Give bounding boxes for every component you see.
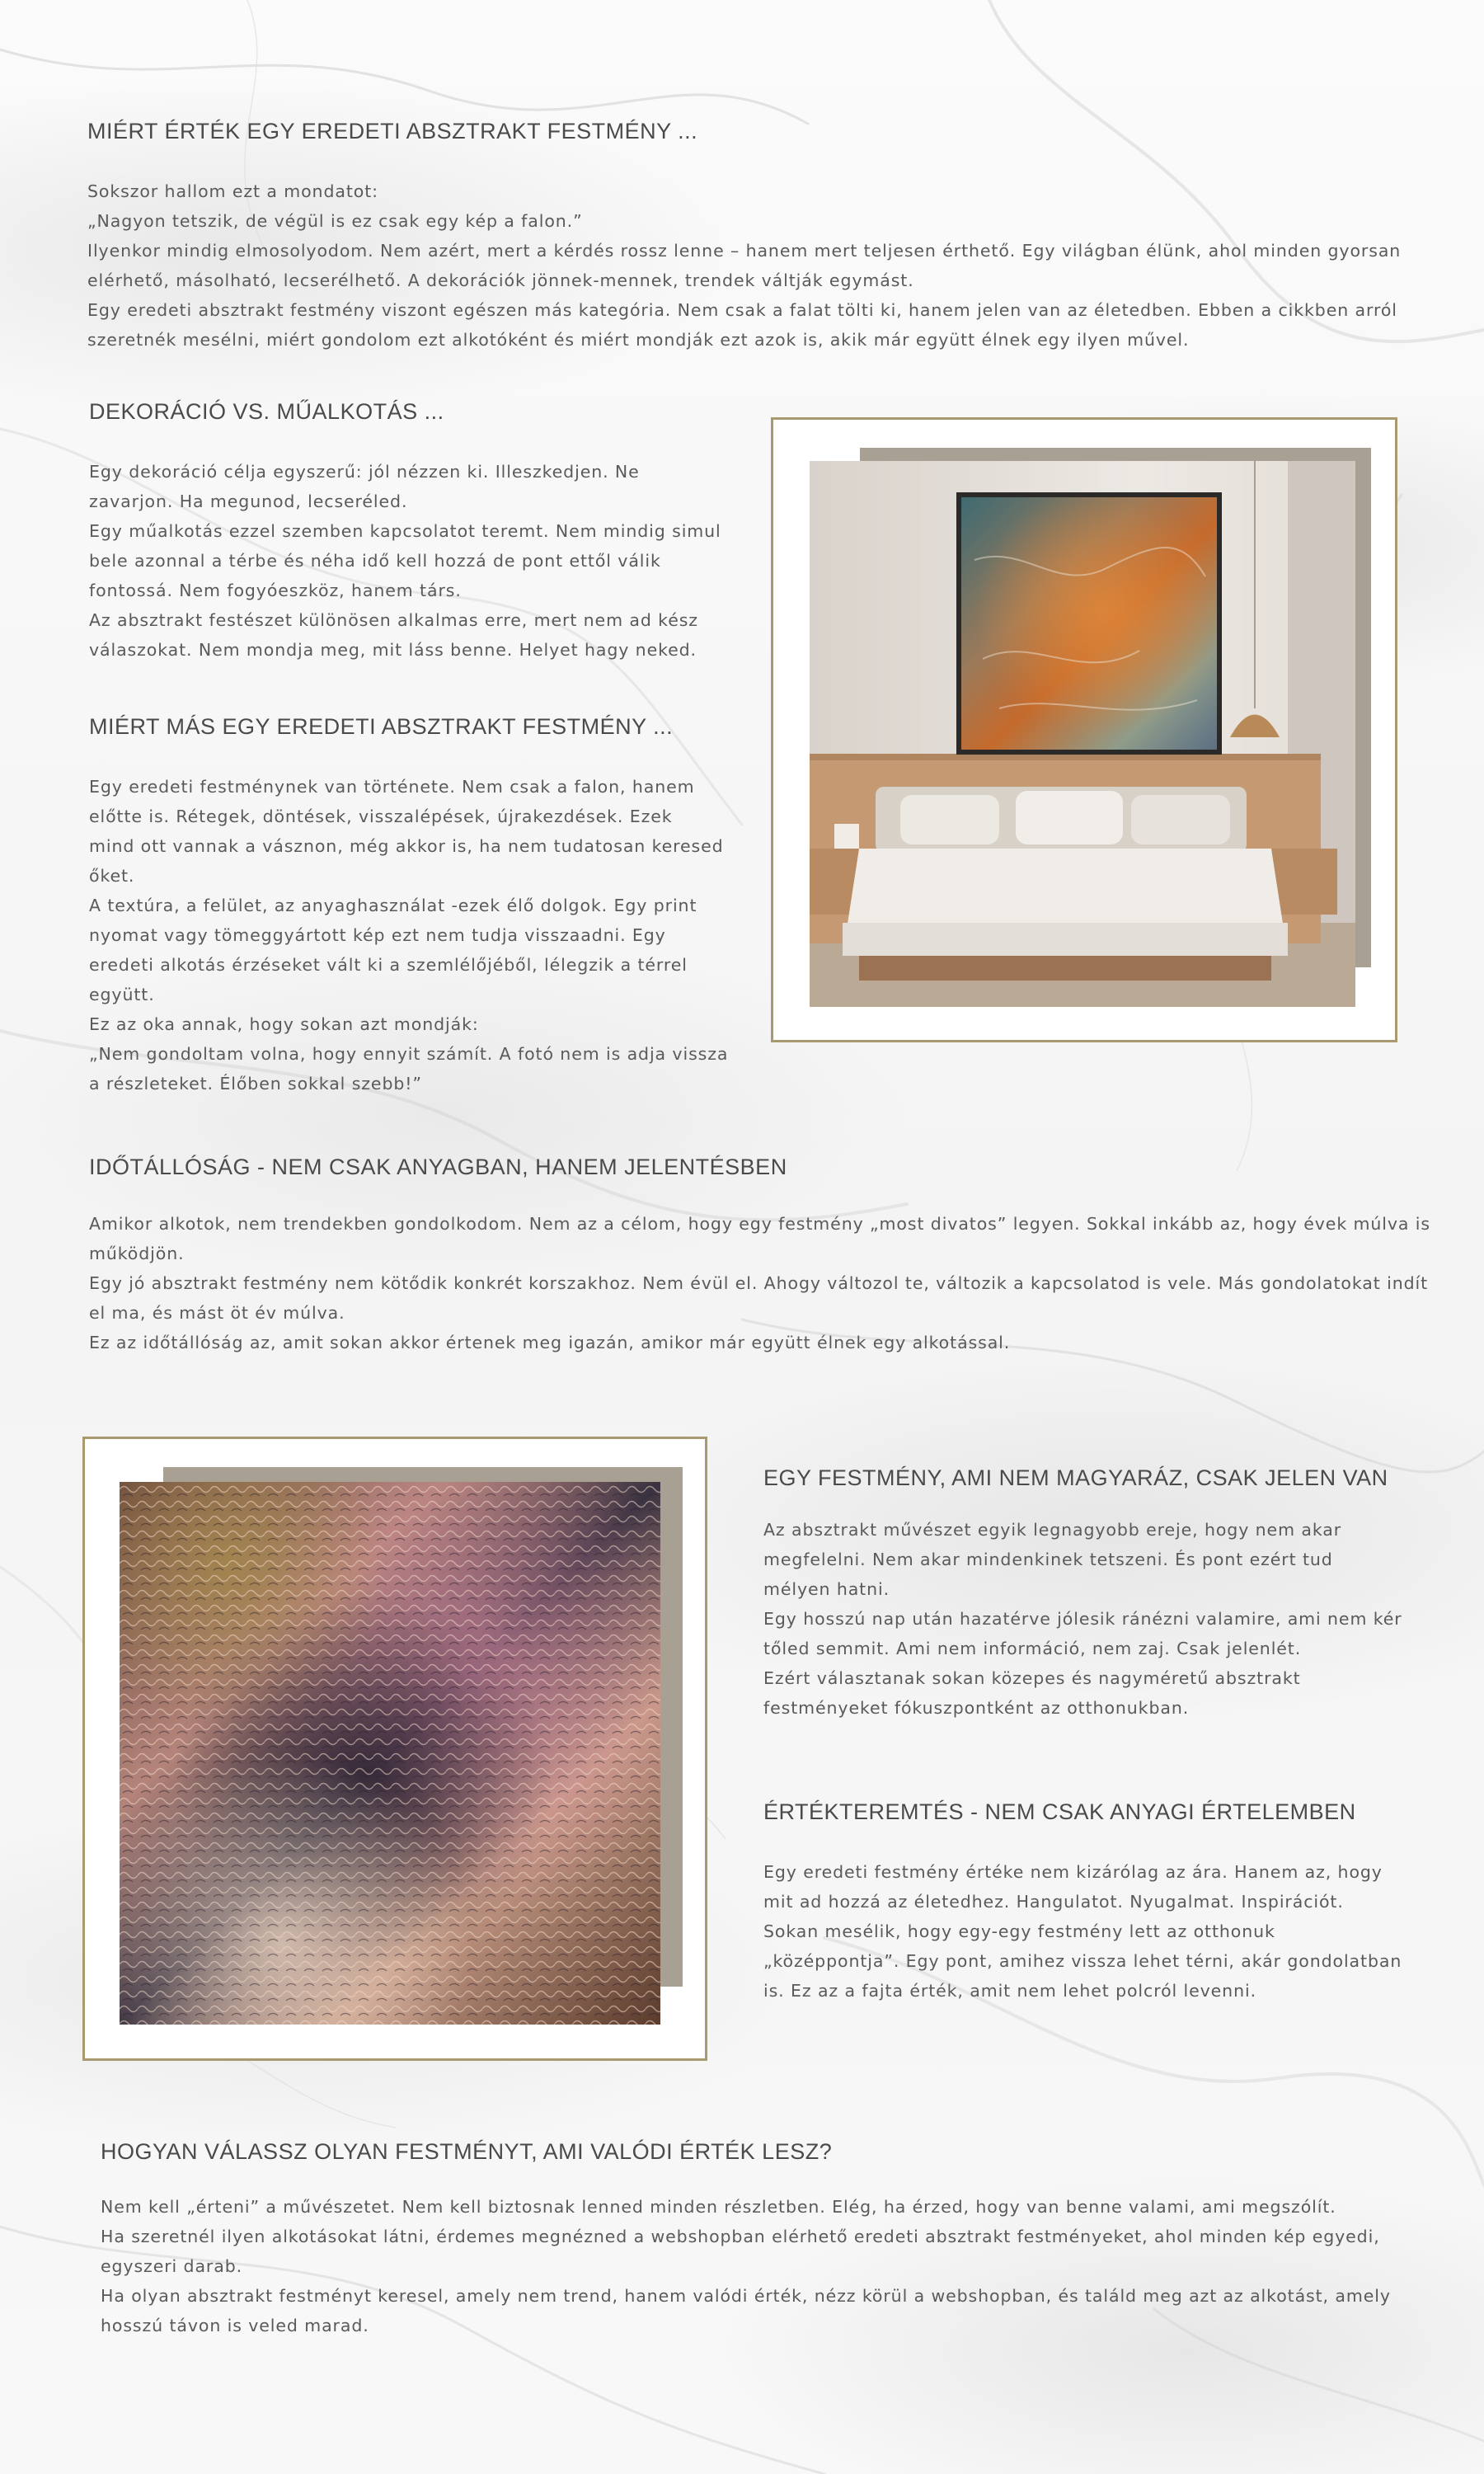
- decor-line: fontossá. Nem fogyóeszköz, hanem társ.: [89, 581, 462, 600]
- timeless-line: Amikor alkotok, nem trendekben gondolkodom. Nem az a célom, hogy egy festmény „most divatos” legyen. Sokkal inkább az, hogy évek múlva is: [89, 1214, 1430, 1234]
- choose-line: Ha szeretnél ilyen alkotásokat látni, érdemes megnézned a webshopban elérhető eredeti absztrakt festményeket, ahol minden kép egyedi,: [101, 2227, 1380, 2246]
- decor-line: Egy műalkotás ezzel szemben kapcsolatot teremt. Nem mindig simul: [89, 521, 721, 541]
- timeless-line: működjön.: [89, 1244, 185, 1263]
- intro-line: Egy eredeti absztrakt festmény viszont egészen más kategória. Nem csak a falat tölti ki, hanem jelen van az életedben. Ebben a cikkben arról: [87, 300, 1397, 320]
- different-line: „Nem gondoltam volna, hogy ennyit számít. A fotó nem is adja vissza: [89, 1044, 729, 1064]
- intro-line: „Nagyon tetszik, de végül is ez csak egy kép a falon.”: [87, 211, 583, 231]
- abstract-painting: [120, 1482, 660, 2025]
- value-line: mit ad hozzá az életedhez. Hangulatot. Nyugalmat. Inspirációt.: [763, 1892, 1344, 1912]
- value-line: is. Ez az a fajta érték, amit nem lehet polcról levenni.: [763, 1981, 1256, 2001]
- presence-line: Az absztrakt művészet egyik legnagyobb ereje, hogy nem akar: [763, 1520, 1342, 1540]
- timeless-paragraph: [89, 1209, 1430, 1357]
- decor-line: bele azonnal a térbe és néha idő kell hozzá de pont ettől válik: [89, 551, 661, 571]
- intro-paragraph: [87, 176, 1401, 355]
- decor-paragraph: [89, 457, 721, 665]
- presence-title: EGY FESTMÉNY, AMI NEM MAGYARÁZ, CSAK JELEN VAN: [763, 1465, 1388, 1490]
- intro-line: Ilyenkor mindig elmosolyodom. Nem azért, mert a kérdés rossz lenne – hanem mert teljesen érthető. Egy világban élünk, ahol minden gyorsan: [87, 241, 1402, 261]
- different-line: a részleteket. Élőben sokkal szebb!”: [89, 1074, 422, 1094]
- presence-paragraph: [763, 1515, 1402, 1723]
- different-line: mind ott vannak a vásznon, még akkor is, ha nem tudatosan keresed: [89, 836, 724, 856]
- choose-line: Ha olyan absztrakt festményt keresel, amely nem trend, hanem valódi érték, nézz körül a webshopban, és találd meg azt az alkotást, amely: [101, 2286, 1391, 2306]
- value-line: Egy eredeti festmény értéke nem kizárólag az ára. Hanem az, hogy: [763, 1862, 1383, 1882]
- value-paragraph: [763, 1857, 1402, 2006]
- presence-line: Ezért választanak sokan közepes és nagyméretű absztrakt: [763, 1668, 1301, 1688]
- timeless-line: Ez az időtállóság az, amit sokan akkor értenek meg igazán, amikor már együtt élnek egy alkotással.: [89, 1333, 1011, 1352]
- value-title: ÉRTÉKTEREMTÉS - NEM CSAK ANYAGI ÉRTELEMBEN: [763, 1799, 1356, 1824]
- presence-line: Egy hosszú nap után hazatérve jólesik ránézni valamire, ami nem kér: [763, 1609, 1402, 1629]
- intro-line: Sokszor hallom ezt a mondatot:: [87, 181, 378, 201]
- different-title: MIÉRT MÁS EGY EREDETI ABSZTRAKT FESTMÉNY ...: [89, 714, 674, 739]
- intro-line: elérhető, másolható, lecserélhető. A dekorációk jönnek-mennek, trendek váltják egymást.: [87, 270, 914, 290]
- value-line: „középpontja”. Egy pont, amihez vissza lehet térni, akár gondolatban: [763, 1951, 1402, 1971]
- decor-line: Az absztrakt festészet különösen alkalmas erre, mert nem ad kész: [89, 610, 698, 630]
- different-line: A textúra, a felület, az anyaghasználat -ezek élő dolgok. Egy print: [89, 896, 697, 915]
- bedroom-photo: [810, 461, 1355, 1007]
- different-line: Ez az oka annak, hogy sokan azt mondják:: [89, 1014, 479, 1034]
- different-line: eredeti alkotás érzéseket vált ki a szemlélőjéből, lélegzik a térrel: [89, 955, 688, 975]
- timeless-line: el ma, és mást öt év múlva.: [89, 1303, 345, 1323]
- different-line: együtt.: [89, 985, 155, 1004]
- painting-photo-frame: [82, 1437, 707, 2061]
- different-line: őket.: [89, 866, 135, 886]
- different-line: előtte is. Rétegek, döntések, visszalépések, újrakezdések. Ezek: [89, 807, 673, 826]
- timeless-line: Egy jó absztrakt festmény nem kötődik konkrét korszakhoz. Nem évül el. Ahogy változol te, változik a kapcsolatod is vele. Más gondolatokat indít: [89, 1273, 1429, 1293]
- intro-title: MIÉRT ÉRTÉK EGY EREDETI ABSZTRAKT FESTMÉNY ...: [87, 119, 698, 143]
- decor-title: DEKORÁCIÓ VS. MŰALKOTÁS ...: [89, 399, 444, 424]
- presence-line: mélyen hatni.: [763, 1579, 890, 1599]
- bedroom-photo-frame: [771, 417, 1397, 1042]
- timeless-title: IDŐTÁLLÓSÁG - NEM CSAK ANYAGBAN, HANEM JELENTÉSBEN: [89, 1155, 787, 1179]
- decor-line: zavarjon. Ha megunod, lecseréled.: [89, 492, 408, 511]
- decor-line: válaszokat. Nem mondja meg, mit láss benne. Helyet hagy neked.: [89, 640, 697, 660]
- presence-line: festményeket fókuszpontként az otthonukban.: [763, 1698, 1190, 1718]
- intro-line: szeretnék mesélni, miért gondolom ezt alkotóként és miért mondják ezt azok is, akik már együtt élnek egy ilyen művel.: [87, 330, 1190, 350]
- presence-line: tőled semmit. Ami nem információ, nem zaj. Csak jelenlét.: [763, 1639, 1302, 1658]
- different-line: Egy eredeti festménynek van története. Nem csak a falon, hanem: [89, 777, 695, 797]
- value-line: Sokan mesélik, hogy egy-egy festmény lett az otthonuk: [763, 1921, 1275, 1941]
- choose-paragraph: [101, 2192, 1391, 2340]
- choose-line: hosszú távon is veled marad.: [101, 2316, 369, 2335]
- different-line: nyomat vagy tömeggyártott kép ezt nem tudja visszaadni. Egy: [89, 925, 666, 945]
- choose-line: egyszeri darab.: [101, 2256, 243, 2276]
- presence-line: megfelelni. Nem akar mindenkinek tetszeni. És pont ezért tud: [763, 1550, 1333, 1569]
- choose-title: HOGYAN VÁLASSZ OLYAN FESTMÉNYT, AMI VALÓDI ÉRTÉK LESZ?: [101, 2139, 833, 2164]
- different-paragraph: [89, 772, 728, 1098]
- choose-line: Nem kell „érteni” a művészetet. Nem kell biztosnak lenned minden részletben. Elég, ha érzed, hogy van benne valami, ami megszólít.: [101, 2197, 1336, 2217]
- decor-line: Egy dekoráció célja egyszerű: jól nézzen ki. Illeszkedjen. Ne: [89, 462, 640, 482]
